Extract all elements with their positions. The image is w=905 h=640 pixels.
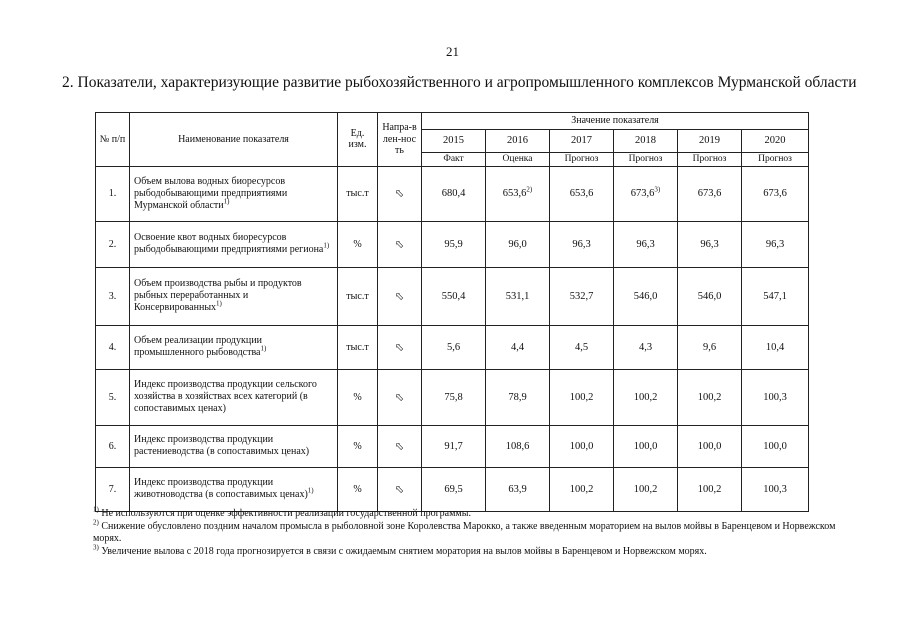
value-cell [742, 221, 809, 267]
footnote-text: Снижение обусловлено поздним началом промысла в рыболовной зоне Королевства Марокко, а также введенным мораторием на вылов мойвы в Баренцевом и Норвежском морях. [93, 520, 836, 544]
value-text: 100,2 [569, 391, 594, 403]
value-text: 10,4 [765, 341, 785, 353]
value-text: 100,3 [763, 391, 787, 403]
indicator-name: Индекс производства продукции растениеводства (в сопоставимых ценах) [134, 434, 310, 458]
unit-cell: тыс.т [338, 166, 378, 221]
value-text: 546,0 [633, 290, 658, 302]
header-status: Прогноз [614, 153, 678, 167]
direction-cell [378, 425, 422, 467]
value-cell [742, 369, 809, 425]
value-text: 100,2 [569, 483, 594, 495]
unit-cell: % [338, 369, 378, 425]
indicator-name-cell [130, 467, 338, 511]
table-row [96, 325, 809, 369]
value-cell [742, 425, 809, 467]
footnotes [93, 505, 853, 558]
direction-cell [378, 166, 422, 221]
table-row [96, 267, 809, 325]
value-cell [614, 221, 678, 267]
value-cell [678, 369, 742, 425]
header-direction: Напра-влен-ность [378, 113, 422, 167]
value-text: 75,8 [444, 391, 463, 403]
indicator-name: Индекс производства продукции сельского хозяйства в хозяйствах всех категорий (в сопоставимых ценах) [134, 379, 317, 415]
indicator-name-cell [130, 166, 338, 221]
footnote-ref: 1) [323, 242, 330, 251]
value-cell [422, 325, 486, 369]
table-row [96, 166, 809, 221]
footnote-text: Не используются при оценке эффективности реализации государственной программы. [101, 508, 471, 519]
arrow-up-right-icon: ⇧ [392, 186, 408, 202]
value-cell [614, 267, 678, 325]
header-year: 2015 [422, 130, 486, 153]
value-text: 5,6 [446, 341, 461, 353]
value-text: 546,0 [697, 290, 722, 302]
table-row [96, 221, 809, 267]
footnote-ref: 2) [526, 185, 533, 194]
value-text: 91,7 [444, 440, 463, 452]
header-year: 2018 [614, 130, 678, 153]
row-number: 2. [96, 221, 130, 267]
header-unit: Ед. изм. [338, 113, 378, 167]
unit-cell: % [338, 425, 378, 467]
value-cell [550, 267, 614, 325]
value-cell [550, 325, 614, 369]
value-text: 653,6 [569, 188, 594, 200]
value-cell [422, 166, 486, 221]
indicator-name: Объем производства рыбы и продуктов рыбных переработанных и Консервированных [134, 278, 302, 314]
row-number: 6. [96, 425, 130, 467]
header-name: Наименование показателя [130, 113, 338, 167]
arrow-up-right-icon: ⇧ [392, 482, 408, 498]
footnote-ref: 1) [307, 487, 314, 496]
value-text: 550,4 [441, 290, 466, 302]
value-text: 531,1 [505, 290, 530, 302]
footnote-mark: 3) [93, 543, 99, 552]
direction-cell [378, 467, 422, 511]
header-num: № п/п [96, 113, 130, 167]
arrow-up-right-icon: ⇧ [392, 439, 408, 455]
indicator-name: Объем реализации продукции промышленного рыбоводства [134, 335, 262, 359]
section-title: 2. Показатели, характеризующие развитие рыбохозяйственного и агропромышленного комплексов Мурманской области [62, 74, 857, 91]
value-cell [742, 166, 809, 221]
value-text: 100,3 [763, 483, 787, 495]
value-cell [614, 166, 678, 221]
header-status: Оценка [486, 153, 550, 167]
value-cell [486, 267, 550, 325]
value-cell [678, 467, 742, 511]
value-text: 532,7 [569, 290, 594, 302]
value-text: 100,2 [697, 483, 722, 495]
value-cell [614, 369, 678, 425]
footnote [93, 543, 853, 559]
table-row [96, 425, 809, 467]
indicator-name: Индекс производства продукции животноводства (в сопоставимых ценах) [134, 477, 308, 501]
table-row [96, 467, 809, 511]
value-text: 4,5 [574, 341, 589, 353]
arrow-up-right-icon: ⇧ [392, 390, 408, 406]
unit-cell: тыс.т [338, 325, 378, 369]
page-number: 21 [446, 44, 459, 59]
footnote-mark: 1) [93, 505, 99, 514]
value-cell [486, 467, 550, 511]
value-cell [742, 467, 809, 511]
value-cell [422, 221, 486, 267]
unit-cell: % [338, 221, 378, 267]
value-cell [614, 325, 678, 369]
value-cell [550, 166, 614, 221]
value-text: 96,3 [572, 238, 591, 250]
unit-cell: % [338, 467, 378, 511]
value-cell [550, 467, 614, 511]
table-body [96, 166, 809, 511]
direction-cell [378, 221, 422, 267]
value-text: 95,9 [444, 238, 463, 250]
value-cell [678, 425, 742, 467]
footnote-text: Увеличение вылова с 2018 года прогнозируется в связи с ожидаемым снятием моратория на вылов мойвы в Баренцевом и Норвежском морях. [101, 545, 707, 557]
value-cell [678, 267, 742, 325]
value-text: 96,3 [636, 238, 655, 250]
value-cell [678, 325, 742, 369]
value-cell [614, 467, 678, 511]
header-status: Прогноз [678, 153, 742, 167]
value-cell [742, 325, 809, 369]
row-number: 1. [96, 166, 130, 221]
direction-cell [378, 267, 422, 325]
value-text: 100,0 [763, 440, 787, 452]
value-text: 108,6 [505, 440, 530, 452]
row-number: 3. [96, 267, 130, 325]
value-cell [678, 166, 742, 221]
arrow-up-right-icon: ⇧ [392, 340, 408, 356]
footnote [93, 505, 853, 521]
value-cell [678, 221, 742, 267]
value-cell [486, 221, 550, 267]
value-text: 100,0 [633, 440, 658, 452]
value-cell [422, 369, 486, 425]
header-status: Факт [422, 153, 486, 167]
value-text: 78,9 [508, 391, 527, 403]
arrow-up-right-icon: ⇧ [392, 237, 408, 253]
value-cell [422, 425, 486, 467]
value-text: 100,0 [569, 440, 594, 452]
indicator-name-cell [130, 267, 338, 325]
footnote-ref: 1) [223, 197, 230, 206]
value-cell [486, 325, 550, 369]
value-text: 96,3 [765, 238, 785, 250]
unit-cell: тыс.т [338, 267, 378, 325]
indicators-table [95, 112, 809, 512]
value-text: 653,6 [502, 188, 527, 200]
value-cell [486, 369, 550, 425]
value-text: 63,9 [508, 483, 527, 495]
value-text: 4,4 [510, 341, 525, 353]
value-text: 100,2 [697, 391, 722, 403]
value-text: 673,6 [630, 188, 655, 200]
footnote-ref: 1) [260, 345, 267, 354]
header-year: 2020 [742, 130, 809, 153]
footnote [93, 518, 853, 546]
indicator-name: Освоение квот водных биоресурсов рыбодобывающими предприятиями региона [134, 232, 324, 256]
value-text: 673,6 [697, 188, 722, 200]
header-status: Прогноз [742, 153, 809, 167]
table-row [96, 369, 809, 425]
footnote-ref: 3) [654, 185, 661, 194]
value-cell [550, 425, 614, 467]
value-text: 9,6 [702, 341, 717, 353]
header-year: 2019 [678, 130, 742, 153]
indicator-name-cell [130, 221, 338, 267]
indicator-name-cell [130, 425, 338, 467]
header-values: Значение показателя [422, 113, 809, 130]
row-number: 4. [96, 325, 130, 369]
value-cell [550, 369, 614, 425]
footnote-mark: 2) [93, 518, 99, 527]
value-cell [486, 425, 550, 467]
row-number: 7. [96, 467, 130, 511]
value-text: 4,3 [638, 341, 653, 353]
value-text: 547,1 [763, 290, 787, 302]
indicator-name-cell [130, 369, 338, 425]
value-text: 96,0 [508, 238, 527, 250]
value-text: 673,6 [763, 188, 787, 200]
value-cell [422, 467, 486, 511]
value-text: 69,5 [444, 483, 463, 495]
indicator-name: Объем вылова водных биоресурсов рыбодобывающими предприятиями Мурманской области [134, 175, 288, 211]
header-year: 2017 [550, 130, 614, 153]
arrow-up-right-icon: ⇧ [392, 289, 408, 305]
direction-cell [378, 325, 422, 369]
value-text: 100,2 [633, 391, 658, 403]
value-cell [742, 267, 809, 325]
value-cell [486, 166, 550, 221]
indicator-name-cell [130, 325, 338, 369]
value-text: 100,2 [633, 483, 658, 495]
row-number: 5. [96, 369, 130, 425]
header-status: Прогноз [550, 153, 614, 167]
value-text: 100,0 [697, 440, 722, 452]
value-text: 96,3 [700, 238, 719, 250]
footnote-ref: 1) [216, 300, 222, 309]
header-year: 2016 [486, 130, 550, 153]
value-cell [614, 425, 678, 467]
value-cell [550, 221, 614, 267]
direction-cell [378, 369, 422, 425]
value-cell [422, 267, 486, 325]
value-text: 680,4 [441, 188, 466, 200]
